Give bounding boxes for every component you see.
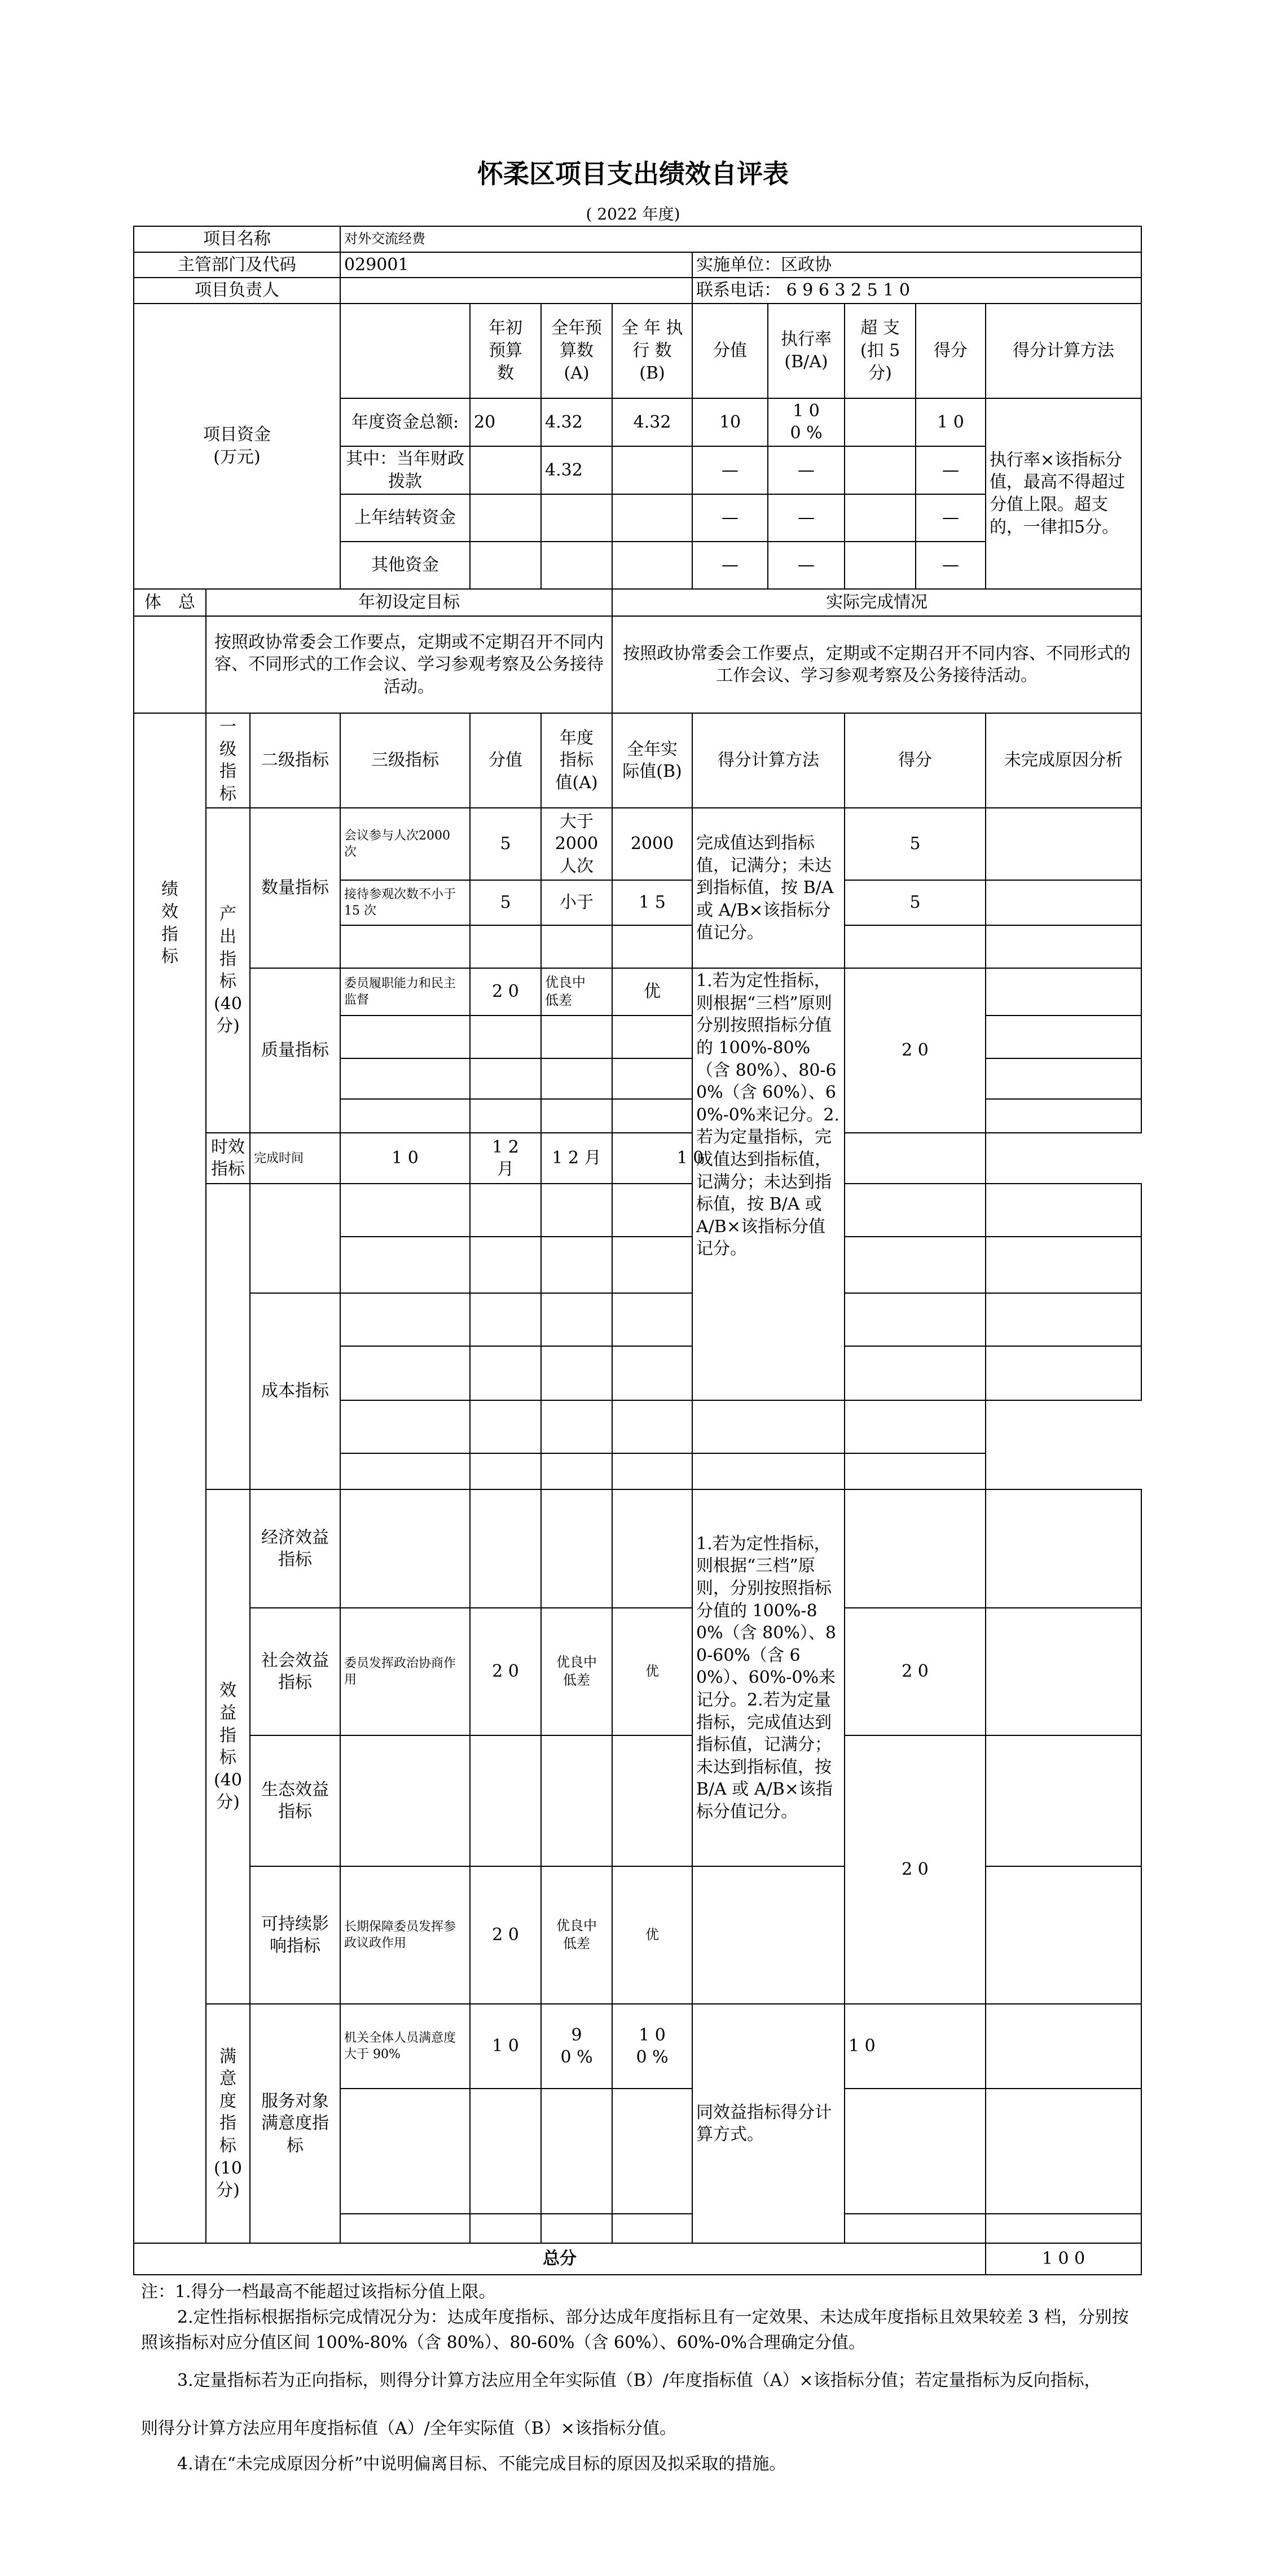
empty-cell xyxy=(986,1866,1141,2004)
project-name-label: 项目名称 xyxy=(134,226,340,252)
indicators-section-label: 绩 效 指 标 xyxy=(134,713,206,1133)
funds-cell xyxy=(845,542,916,589)
empty-cell xyxy=(541,1016,612,1058)
q2-got: 5 xyxy=(845,880,986,925)
q1-target: 大于 2000 人次 xyxy=(541,808,612,880)
empty-cell xyxy=(340,1237,470,1293)
empty-cell xyxy=(250,1184,340,1293)
empty-cell xyxy=(340,1735,470,1866)
satisfaction-method: 同效益指标得分计算方式。 xyxy=(692,2004,845,2243)
empty-cell xyxy=(986,1099,1141,1133)
empty-cell xyxy=(612,1058,692,1099)
funds-cell: — xyxy=(692,542,768,589)
funds-cell: — xyxy=(768,494,845,542)
funds-label: 项目资金 (万元) xyxy=(134,304,340,589)
empty-cell xyxy=(986,2089,1141,2214)
empty-cell xyxy=(986,1489,1141,1608)
empty-cell xyxy=(692,1453,845,1489)
funds-cell xyxy=(470,494,541,542)
ind-header-actual: 全年实 际值(B) xyxy=(612,713,692,808)
impl-unit-value: 实施单位：区政协 xyxy=(692,252,1141,278)
empty-cell xyxy=(612,1489,692,1608)
phone-value: 联系电话： 6 9 6 3 2 5 1 0 xyxy=(692,278,1141,304)
empty-cell xyxy=(340,1016,470,1058)
empty-cell xyxy=(470,1453,541,1489)
owner-label: 项目负责人 xyxy=(134,278,340,304)
ind-header-score: 分值 xyxy=(470,713,541,808)
sa1-actual: 1 0 0 % xyxy=(612,2004,692,2089)
funds-cell: 1 0 xyxy=(916,398,986,446)
funds-cell: — xyxy=(916,494,986,542)
economic-indicator-label: 经济效益 指标 xyxy=(250,1489,340,1608)
note-1: 注：1.得分一档最高不能超过该指标分值上限。 xyxy=(141,2282,496,2302)
q1-actual: 2000 xyxy=(612,808,692,880)
quantity-indicator-label: 数量指标 xyxy=(250,808,340,968)
empty-cell xyxy=(612,1237,692,1293)
t1-target: 1 2 月 xyxy=(470,1133,541,1184)
empty-cell xyxy=(612,925,692,968)
su1-name: 长期保障委员发挥参政议政作用 xyxy=(340,1866,470,2004)
empty-cell xyxy=(541,1400,612,1453)
funds-header-blank xyxy=(340,304,470,398)
empty-cell xyxy=(470,925,541,968)
goals-label-blank xyxy=(134,616,206,713)
q1-got: 5 xyxy=(845,808,986,880)
benefit-method: 1.若为定性指标，则根据“三档”原则，分别按照指标分值的 100%-80%（含 80%）、80-60%（含 60%）、60%-0%来记分。2.若为定量指标，完成值达到指标值，记满分；未达到指标值，按 B/A 或 A/B×该指标分值记分。 xyxy=(692,1489,845,1866)
empty-cell xyxy=(340,1184,470,1237)
empty-cell xyxy=(612,1735,692,1866)
document-year: ( 2022 年度) xyxy=(586,205,680,223)
funds-cell: 4.32 xyxy=(612,398,692,446)
q2-name: 接待参观次数不小于 15 次 xyxy=(340,880,470,925)
empty-cell xyxy=(986,1058,1141,1099)
empty-cell xyxy=(845,1184,986,1237)
empty-cell xyxy=(612,1099,692,1133)
empty-cell xyxy=(845,1237,986,1293)
empty-cell xyxy=(470,1099,541,1133)
empty-cell xyxy=(340,1346,470,1400)
empty-cell xyxy=(541,1453,612,1489)
empty-cell xyxy=(470,1237,541,1293)
funds-cell: — xyxy=(768,446,845,494)
funds-cell xyxy=(845,446,916,494)
eco-indicator-label: 生态效益 指标 xyxy=(250,1735,340,1866)
evaluation-table xyxy=(133,226,1142,2275)
ind-header-reason: 未完成原因分析 xyxy=(986,713,1141,808)
eco-got: 2 0 xyxy=(845,1735,986,2004)
empty-cell xyxy=(845,1489,986,1608)
empty-cell xyxy=(541,2214,612,2243)
total-value: 1 0 0 xyxy=(986,2243,1141,2275)
empty-cell xyxy=(470,1293,541,1346)
t1-reason xyxy=(845,1133,986,1184)
empty-cell xyxy=(340,1058,470,1099)
empty-cell xyxy=(541,1346,612,1400)
q2-reason xyxy=(986,880,1141,925)
empty-cell xyxy=(470,2214,541,2243)
goals-label: 体 总 xyxy=(134,589,206,616)
quality-indicator-label: 质量指标 xyxy=(250,968,340,1133)
funds-cell xyxy=(845,494,916,542)
t1-actual: 1 2 月 xyxy=(541,1133,612,1184)
funds-cell: — xyxy=(916,446,986,494)
funds-header-got: 得分 xyxy=(916,304,986,398)
empty-cell xyxy=(612,1184,692,1237)
funds-cell xyxy=(541,542,612,589)
project-name-value: 对外交流经费 xyxy=(340,226,1141,252)
empty-cell xyxy=(845,2089,986,2214)
ql1-name: 委员履职能力和民主监督 xyxy=(340,968,470,1016)
ql1-score: 2 0 xyxy=(470,968,541,1016)
empty-cell xyxy=(340,1453,470,1489)
funds-row-label: 年度资金总额: xyxy=(340,398,470,446)
funds-cell xyxy=(845,398,916,446)
funds-cell: — xyxy=(916,542,986,589)
empty-cell xyxy=(340,2214,470,2243)
timeliness-indicator-label: 时效指标 xyxy=(206,1133,250,1184)
ql1-target: 优良中 低差 xyxy=(541,968,612,1016)
empty-cell xyxy=(541,2089,612,2214)
empty-cell xyxy=(470,1489,541,1608)
q2-actual: 1 5 xyxy=(612,880,692,925)
empty-cell xyxy=(470,1400,541,1453)
empty-cell xyxy=(541,1099,612,1133)
t1-name: 完成时间 xyxy=(250,1133,340,1184)
funds-header-exec-b: 全 年 执 行 数 (B) xyxy=(612,304,692,398)
output-indicator-label: 产 出 指 标 (40 分) xyxy=(206,808,250,1133)
empty-cell xyxy=(541,1489,612,1608)
empty-cell xyxy=(612,1346,692,1400)
service-indicator-label: 服务对象 满意度指 标 xyxy=(250,2004,340,2243)
ind-header-level1: 一 级 指 标 xyxy=(206,713,250,808)
empty-cell xyxy=(845,1346,986,1400)
empty-cell xyxy=(612,2214,692,2243)
funds-cell xyxy=(612,494,692,542)
empty-cell xyxy=(986,1184,1141,1237)
empty-cell xyxy=(541,1237,612,1293)
s1-target: 优良中 低差 xyxy=(541,1608,612,1735)
output-indicator-continued xyxy=(206,1184,250,1489)
ind-header-level2: 二级指标 xyxy=(250,713,340,808)
funds-row-label: 其中：当年财政拨款 xyxy=(340,446,470,494)
funds-cell: — xyxy=(768,542,845,589)
empty-cell xyxy=(986,1016,1141,1058)
empty-cell xyxy=(470,1016,541,1058)
empty-cell xyxy=(845,1453,986,1489)
empty-cell xyxy=(986,1237,1141,1293)
empty-cell xyxy=(541,1735,612,1866)
funds-cell: 20 xyxy=(470,398,541,446)
empty-cell xyxy=(340,1489,470,1608)
funds-cell xyxy=(470,542,541,589)
empty-cell xyxy=(986,2214,1141,2243)
empty-cell xyxy=(541,1293,612,1346)
empty-cell xyxy=(470,1346,541,1400)
benefit-indicator-label: 效 益 指 标 (40 分) xyxy=(206,1489,250,2004)
funds-header-initial: 年初 预算 数 xyxy=(470,304,541,398)
empty-cell xyxy=(470,1735,541,1866)
ind-header-got: 得分 xyxy=(845,713,986,808)
dept-code-value: 029001 xyxy=(340,252,692,278)
document-title: 怀柔区项目支出绩效自评表 xyxy=(477,159,789,189)
su1-target: 优良中 低差 xyxy=(541,1866,612,2004)
q1-reason xyxy=(986,808,1141,880)
ql1-actual: 优 xyxy=(612,968,692,1016)
funds-header-method: 得分计算方法 xyxy=(986,304,1141,398)
q1-name: 会议参与人次2000 次 xyxy=(340,808,470,880)
empty-cell xyxy=(470,2089,541,2214)
total-label: 总分 xyxy=(134,2243,986,2275)
su1-actual: 优 xyxy=(612,1866,692,2004)
empty-cell xyxy=(612,1400,692,1453)
empty-cell xyxy=(986,1346,1141,1400)
empty-cell xyxy=(470,1058,541,1099)
goals-actual-header: 实际完成情况 xyxy=(612,589,1141,616)
section-label-continued xyxy=(134,1133,206,2243)
empty-cell xyxy=(612,2089,692,2214)
funds-cell xyxy=(612,446,692,494)
ind-header-level3: 三级指标 xyxy=(340,713,470,808)
t1-got: 1 0 xyxy=(612,1133,768,1184)
sa1-score: 1 0 xyxy=(470,2004,541,2089)
q2-target: 小于 xyxy=(541,880,612,925)
empty-cell xyxy=(845,1293,986,1346)
funds-cell: 10 xyxy=(692,398,768,446)
funds-header-rate: 执行率 (B/A) xyxy=(768,304,845,398)
quantity-method: 完成值达到指标值，记满分；未达到指标值，按 B/A 或 A/B×该指标分值记分。 xyxy=(692,808,845,968)
funds-header-budget-a: 全年预 算数 (A) xyxy=(541,304,612,398)
s1-reason xyxy=(986,1608,1141,1735)
empty-cell xyxy=(340,1400,470,1453)
empty-cell xyxy=(845,925,986,968)
empty-cell xyxy=(340,925,470,968)
funds-cell: 1 0 0 % xyxy=(768,398,845,446)
note-4: 4.请在“未完成原因分析”中说明偏离目标、不能完成目标的原因及拟采取的措施。 xyxy=(177,2454,786,2474)
empty-cell xyxy=(692,1400,845,1453)
note-2: 2.定性指标根据指标完成情况分为：达成年度指标、部分达成年度指标且有一定效果、未达成年度指标且效果较差 3 档，分别按照该指标对应分值区间 100%-80%（含 80%）、80-60%（含 60%）、60%-0%合理确定分值。 xyxy=(141,2307,1129,2353)
empty-cell xyxy=(541,1058,612,1099)
empty-cell xyxy=(340,1293,470,1346)
funds-header-score: 分值 xyxy=(692,304,768,398)
note-3: 3.定量指标若为正向指标，则得分计算方法应用全年实际值（B）/年度指标值（A）×该指标分值；若定量指标为反向指标， xyxy=(177,2371,1101,2390)
goals-actual-text: 按照政协常委会工作要点，定期或不定期召开不同内容、不同形式的工作会议、学习参观考察及公务接待活动。 xyxy=(612,616,1141,713)
funds-cell: — xyxy=(692,494,768,542)
funds-cell xyxy=(612,542,692,589)
funds-cell xyxy=(470,446,541,494)
s1-got: 2 0 xyxy=(845,1608,986,1735)
ind-header-method: 得分计算方法 xyxy=(692,713,845,808)
sa1-name: 机关全体人员满意度大于 90% xyxy=(340,2004,470,2089)
funds-cell xyxy=(541,494,612,542)
empty-cell xyxy=(470,1184,541,1237)
dept-label: 主管部门及代码 xyxy=(134,252,340,278)
ql1-got: 2 0 xyxy=(845,968,986,1133)
ind-header-target: 年度 指标 值(A) xyxy=(541,713,612,808)
owner-value xyxy=(340,278,692,304)
funds-method: 执行率×该指标分值，最高不得超过分值上限。超支的，一律扣5分。 xyxy=(986,398,1141,589)
t1-score: 1 0 xyxy=(340,1133,470,1184)
empty-cell xyxy=(692,1866,845,2004)
empty-cell xyxy=(612,1016,692,1058)
empty-cell xyxy=(612,1453,692,1489)
satisfaction-indicator-label: 满 意 度 指 标 (10 分) xyxy=(206,2004,250,2243)
empty-cell xyxy=(986,1293,1141,1346)
empty-cell xyxy=(541,925,612,968)
social-indicator-label: 社会效益 指标 xyxy=(250,1608,340,1735)
empty-cell xyxy=(340,1099,470,1133)
output-method: 1.若为定性指标，则根据“三档”原则分别按照指标分值的 100%-80%（含 80%）、80-60%（含 60%）、60%-0%来记分。2.若为定量指标，完成值达到指标值，记满分；未达到指标值，按 B/A 或 A/B×该指标分值记分。 xyxy=(692,968,845,1400)
notes xyxy=(141,2279,1134,2477)
q2-score: 5 xyxy=(470,880,541,925)
s1-actual: 优 xyxy=(612,1608,692,1735)
sa1-got: 1 0 xyxy=(845,2004,986,2089)
funds-cell: — xyxy=(692,446,768,494)
sa1-target: 9 0 % xyxy=(541,2004,612,2089)
ql1-reason xyxy=(986,968,1141,1016)
sa1-reason xyxy=(986,2004,1141,2089)
empty-cell xyxy=(986,925,1141,968)
empty-cell xyxy=(845,1400,986,1453)
s1-score: 2 0 xyxy=(470,1608,541,1735)
funds-cell: 4.32 xyxy=(541,446,612,494)
funds-row-label: 其他资金 xyxy=(340,542,470,589)
note-3-cont: 则得分计算方法应用年度指标值（A）/全年实际值（B）×该指标分值。 xyxy=(141,2419,676,2438)
cost-indicator-label: 成本指标 xyxy=(250,1293,340,1489)
goals-planned-text: 按照政协常委会工作要点，定期或不定期召开不同内容、不同形式的工作会议、学习参观考察及公务接待活动。 xyxy=(206,616,612,713)
empty-cell xyxy=(845,2214,986,2243)
su1-score: 2 0 xyxy=(470,1866,541,2004)
sustain-indicator-label: 可持续影 响指标 xyxy=(250,1866,340,2004)
s1-name: 委员发挥政治协商作用 xyxy=(340,1608,470,1735)
empty-cell xyxy=(541,1184,612,1237)
empty-cell xyxy=(340,2089,470,2214)
funds-cell: 4.32 xyxy=(541,398,612,446)
funds-row-label: 上年结转资金 xyxy=(340,494,470,542)
empty-cell xyxy=(612,1293,692,1346)
funds-header-overspend: 超 支 (扣 5 分) xyxy=(845,304,916,398)
empty-cell xyxy=(986,1735,1141,1866)
goals-planned-header: 年初设定目标 xyxy=(206,589,612,616)
q1-score: 5 xyxy=(470,808,541,880)
